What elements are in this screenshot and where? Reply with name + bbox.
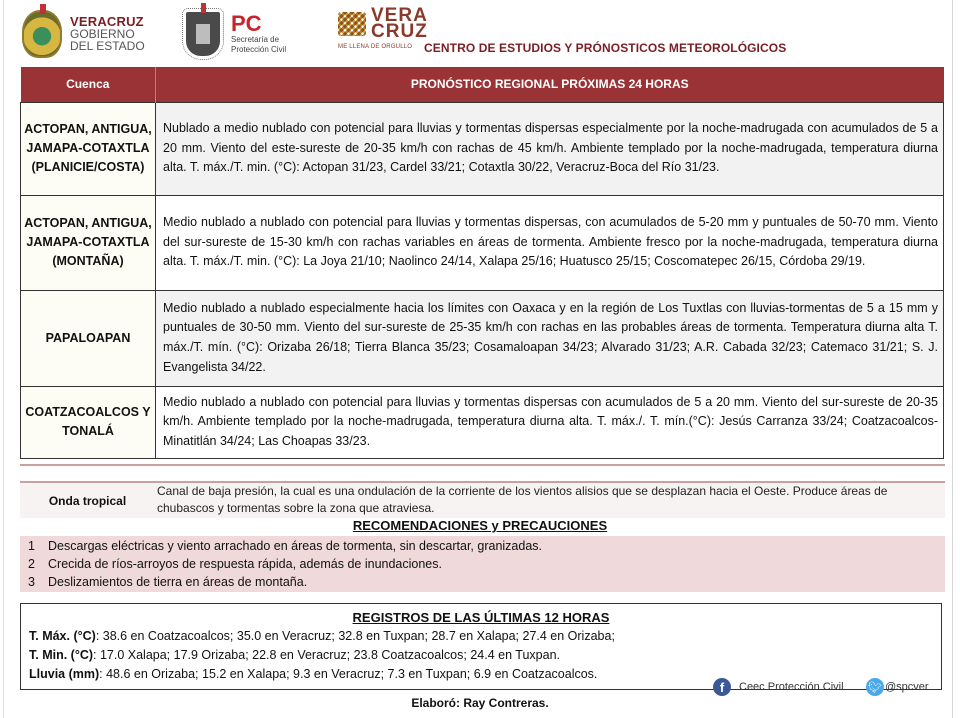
item-number: 1 bbox=[28, 539, 35, 553]
facebook-handle: Ceec Protección Civil bbox=[739, 681, 844, 693]
phenomenon-label: Onda tropical bbox=[48, 493, 127, 508]
column-header-basin: Cuenca bbox=[21, 67, 156, 102]
item-text: Deslizamientos de tierra en áreas de montaña. bbox=[48, 575, 308, 589]
phenomenon-row bbox=[20, 483, 945, 518]
record-line-tmax bbox=[29, 627, 933, 646]
pc-line1: Secretaría de bbox=[231, 35, 280, 44]
record-values: : 38.6 en Coatzacoalcos; 35.0 en Veracruz; 32.8 en Tuxpan; 28.7 en Xalapa; 27.4 en Orizaba; bbox=[95, 629, 615, 643]
recommendations-list bbox=[20, 536, 945, 592]
list-item bbox=[20, 573, 945, 591]
record-values: : 17.0 Xalapa; 17.9 Orizaba; 22.8 en Veracruz; 23.8 Coatzacoalcos; 24.4 en Tuxpan. bbox=[93, 648, 560, 662]
table-row bbox=[21, 290, 944, 386]
twitter-icon: 🐦︎ bbox=[866, 678, 884, 696]
basin-cell: ACTOPAN, ANTIGUA, JAMAPA-COTAXTLA (PLANICIE/COSTA) bbox=[21, 102, 156, 195]
page-right-border bbox=[952, 0, 953, 718]
item-text: Crecida de ríos-arroyos de respuesta rápida, además de inundaciones. bbox=[48, 557, 442, 571]
table-row bbox=[21, 386, 944, 458]
basin-cell: PAPALOAPAN bbox=[21, 290, 156, 386]
twitter-link[interactable] bbox=[866, 678, 929, 696]
table-header-row bbox=[21, 67, 944, 102]
record-line-tmin bbox=[29, 646, 933, 665]
column-header-forecast: PRONÓSTICO REGIONAL PRÓXIMAS 24 HORAS bbox=[156, 67, 944, 102]
item-number: 3 bbox=[28, 575, 35, 589]
forecast-table bbox=[20, 67, 944, 459]
page-title: CENTRO DE ESTUDIOS Y PRÓNOSTICOS METEOROLÓGICOS bbox=[424, 41, 787, 55]
record-label: Lluvia (mm) bbox=[29, 667, 100, 681]
pc-abbr: PC bbox=[231, 11, 262, 36]
logo-veracruz-orgullo bbox=[338, 5, 428, 60]
vera-word1: VERA bbox=[371, 5, 428, 26]
list-item bbox=[20, 537, 945, 555]
vera-tagline: ME LLENA DE ORGULLO bbox=[338, 44, 413, 50]
records-box bbox=[20, 603, 942, 690]
logo-gobierno-veracruz bbox=[22, 8, 145, 60]
list-item bbox=[20, 555, 945, 573]
divider bbox=[20, 464, 945, 466]
records-title: REGISTROS DE LAS ÚLTIMAS 12 HORAS bbox=[352, 610, 610, 625]
forecast-cell: Nublado a medio nublado con potencial para lluvias y tormentas dispersas especialmente por la noche-madrugada con acumulados de 5 a 20 mm. Viento del este-sureste de 20-35 km/h con rachas de 45 km/h. Ambiente templado por la noche-madrugada, temperatura diurna alta. T. máx./T. min. (°C): Actopan 31/23, Cardel 33/21; Cotaxtla 30/22, Veracruz-Boca del Río 31/23. bbox=[156, 102, 944, 195]
basin-cell: ACTOPAN, ANTIGUA, JAMAPA-COTAXTLA (MONTAÑA) bbox=[21, 195, 156, 290]
forecast-cell: Medio nublado a nublado con potencial para lluvias y tormentas dispersas con acumulados de 5 a 20 mm. Viento del sur-sureste de 20-35 km/h. Ambiente templado por la noche-madrugada, temperatura diurna alta. T. máx./. T. mín.(°C): Jesús Carranza 33/24; Coatzacoalcos-Minatitlán 34/24; Las Choapas 33/23. bbox=[156, 386, 944, 458]
recommendations-title: RECOMENDACIONES y PRECAUCIONES bbox=[352, 518, 608, 533]
table-row bbox=[21, 102, 944, 195]
table-row bbox=[21, 195, 944, 290]
vera-pattern-icon bbox=[338, 12, 366, 36]
item-text: Descargas eléctricas y viento arrachado en áreas de tormenta, sin descartar, granizadas. bbox=[48, 539, 543, 553]
logo-text-line1: VERACRUZ bbox=[70, 14, 144, 29]
author-credit: Elaboró: Ray Contreras. bbox=[411, 696, 549, 710]
forecast-cell: Medio nublado a nublado con potencial para lluvias y tormentas dispersas, con acumulados de 5-20 mm y puntuales de 50-70 mm. Viento del sur-sureste de 15-30 km/h con rachas variables en áreas de tormenta. Ambiente fresco por la noche-madrugada, temperatura diurna alta. T. máx./T. min. (°C): La Joya 21/10; Naolinco 24/14, Xalapa 25/16; Huatusco 25/15; Coscomatepec 26/15, Córdoba 29/19. bbox=[156, 195, 944, 290]
phenomenon-description: Canal de baja presión, la cual es una ondulación de la corriente de los vientos alisios que se desplazan hacia el Oeste. Produce áreas de chubascos y tormentas sobre la zona que atraviesa. bbox=[157, 484, 888, 515]
page-left-border bbox=[3, 0, 4, 718]
pc-line2: Protección Civil bbox=[231, 45, 287, 54]
record-values: : 48.6 en Orizaba; 15.2 en Xalapa; 9.3 en Veracruz; 7.3 en Tuxpan; 6.9 en Coatzacoalcos. bbox=[99, 667, 598, 681]
twitter-handle: @spcver bbox=[885, 681, 929, 693]
vera-word2: CRUZ bbox=[371, 21, 428, 42]
pc-shield-icon bbox=[183, 9, 223, 59]
veracruz-coat-of-arms-icon bbox=[22, 10, 62, 58]
forecast-cell: Medio nublado a nublado especialmente hacia los límites con Oaxaca y en la región de Los Tuxtlas con lluvias-tormentas de 5 a 15 mm y puntuales de 30-50 mm. Viento del sur-sureste de 25-35 km/h con rachas en las probables áreas de tormenta. Temperatura diurna alta T. máx./T. mín. (°C): Orizaba 26/18; Tierra Blanca 35/23; Cosamaloapan 34/23; Alvarado 31/23; A.R. Cabada 32/23; Catemaco 31/21; S. J. Evangelista 34/22. bbox=[156, 290, 944, 386]
facebook-icon: f bbox=[713, 678, 731, 696]
logo-proteccion-civil bbox=[183, 8, 286, 60]
logo-text-line2: GOBIERNO bbox=[70, 27, 135, 41]
record-label: T. Máx. (°C) bbox=[29, 629, 96, 643]
logo-text-line3: DEL ESTADO bbox=[70, 39, 145, 53]
record-label: T. Min. (°C) bbox=[29, 648, 94, 662]
item-number: 2 bbox=[28, 557, 35, 571]
facebook-link[interactable] bbox=[713, 678, 844, 696]
basin-cell: COATZACOALCOS Y TONALÁ bbox=[21, 386, 156, 458]
